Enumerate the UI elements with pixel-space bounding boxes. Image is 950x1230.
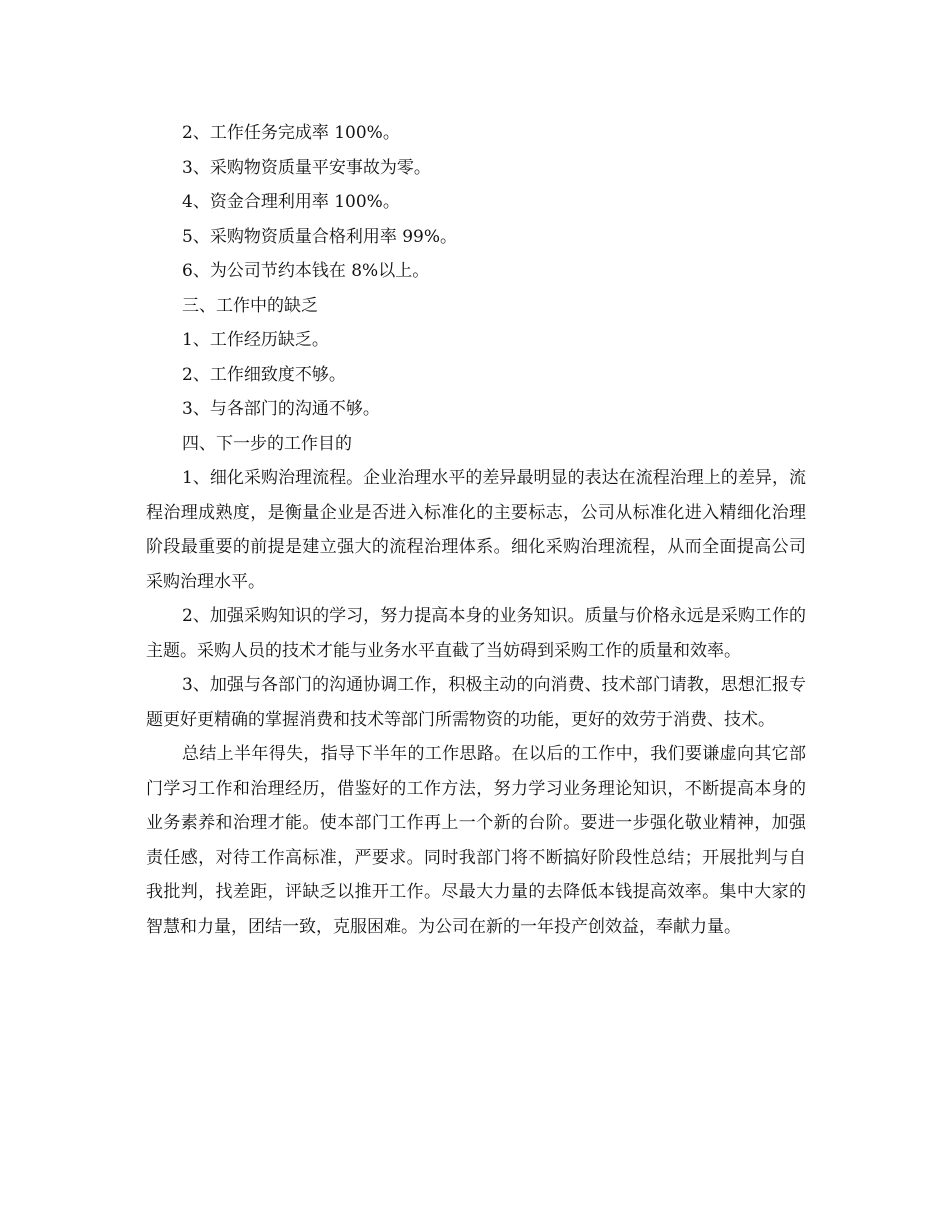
list-item: 6、为公司节约本钱在 8%以上。 [182, 261, 430, 281]
list-item: 2、工作任务完成率 100%。 [182, 123, 400, 143]
list-item: 3、与各部门的沟通不够。 [182, 399, 380, 419]
list-item: 4、资金合理利用率 100%。 [182, 192, 400, 212]
section-heading: 四、下一步的工作目的 [182, 433, 352, 454]
list-item: 2、工作细致度不够。 [182, 364, 346, 385]
list-item: 3、采购物资质量平安事故为零。 [182, 157, 431, 178]
body-paragraph: 2、加强采购知识的学习，努力提高本身的业务知识。质量与价格永远是采购工作的主题。采购人员的技术才能与业务水平直截了当妨碍到采购工作的质量和效率。 [146, 606, 806, 661]
summary-paragraph: 总结上半年得失，指导下半年的工作思路。在以后的工作中，我们要谦虚向其它部门学习工作和治理经历，借鉴好的工作方法，努力学习业务理论知识，不断提高本身的业务素养和治理才能。使本部门工作再上一个新的台阶。要进一步强化敬业精神，加强责任感，对待工作高标准，严要求。同时我部门将不断搞好阶段性总结；开展批判与自我批判，找差距，评缺乏以推开工作。尽最大力量的去降低本钱提高效率。集中大家的智慧和力量，团结一致，克服困难。为公司在新的一年投产创效益，奉献力量。 [146, 744, 806, 937]
document-page [146, 116, 806, 944]
body-paragraph: 1、细化采购治理流程。企业治理水平的差异最明显的表达在流程治理上的差异，流程治理成熟度，是衡量企业是否进入标准化的主要标志，公司从标准化进入精细化治理阶段最重要的前提是建立强大的流程治理体系。细化采购治理流程，从而全面提高公司采购治理水平。 [146, 468, 806, 592]
list-item: 1、工作经历缺乏。 [182, 330, 329, 350]
list-item: 5、采购物资质量合格利用率 99%。 [182, 226, 458, 247]
body-paragraph: 3、加强与各部门的沟通协调工作，积极主动的向消费、技术部门请教，思想汇报专题更好更精确的掌握消费和技术等部门所需物资的功能，更好的效劳于消费、技术。 [146, 675, 806, 730]
section-heading: 三、工作中的缺乏 [182, 295, 318, 316]
